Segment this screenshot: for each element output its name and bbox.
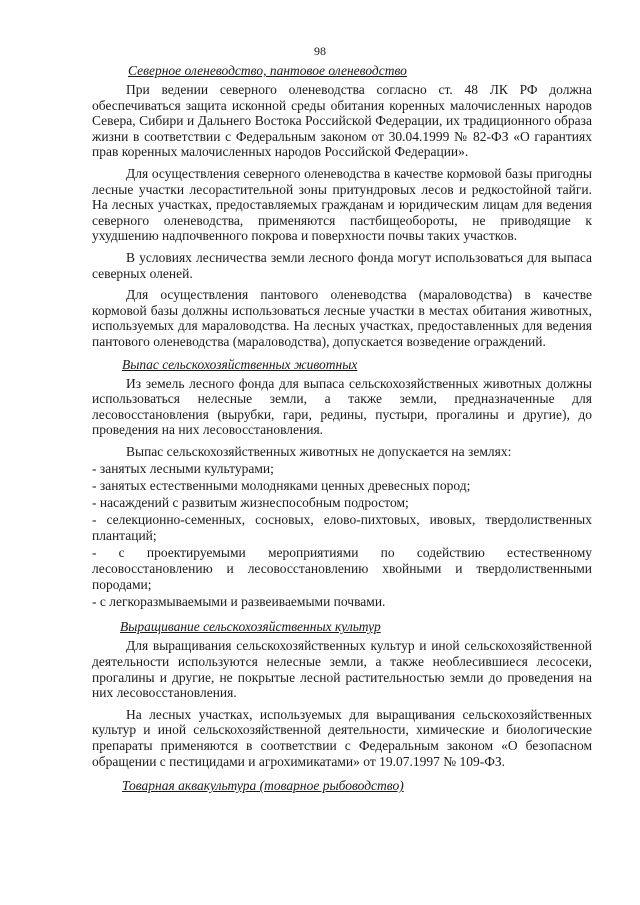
section-heading-reindeer: Северное оленеводство, пантовое оленеводство <box>128 63 407 78</box>
list-item: - насаждений с развитым жизнеспособным подростом; <box>92 495 409 511</box>
list-item: - занятых лесными культурами; <box>92 461 274 477</box>
restriction-list <box>92 461 592 610</box>
list-item: - с легкоразмываемыми и развеиваемыми почвами. <box>92 594 386 610</box>
list-item: - занятых естественными молодняками ценных древесных пород; <box>92 478 471 494</box>
list-item: - с проектируемыми мероприятиями по содействию естественному лесовосстановлению и лесовосстановлению хвойными и твердолиственными породами; <box>92 545 592 593</box>
list-item: - селекционно-семенных, сосновых, елово-пихтовых, ивовых, твердолиственных плантаций; <box>92 512 592 544</box>
paragraph: Для выращивания сельскохозяйственных культур и иной сельскохозяйственной деятельности используются нелесные земли, а также необлесившиеся лесосеки, прогалины и другие, не покрытые лесной растительностью земли до проведения на них лесовосстановления. <box>92 638 592 701</box>
paragraph: Выпас сельскохозяйственных животных не допускается на землях: <box>126 443 512 459</box>
page-content <box>92 62 592 797</box>
paragraph: При ведении северного оленеводства согласно ст. 48 ЛК РФ должна обеспечиваться защита исконной среды обитания коренных малочисленных народов Севера, Сибири и Дальнего Востока Российской Федерации, их традиционного образа жизни в соответствии с Федеральным законом от 30.04.1999 № 82-ФЗ «О гарантиях прав коренных малочисленных народов Российской Федерации». <box>92 82 592 160</box>
section-heading-crops: Выращивание сельскохозяйственных культур <box>120 619 381 635</box>
paragraph: Из земель лесного фонда для выпаса сельскохозяйственных животных должны использоваться нелесные земли, а также земли, предназначенные для лесовосстановления (вырубки, гари, редины, пустыри, прогалины и другие), до проведения на них лесовосстановления. <box>92 375 592 438</box>
paragraph: На лесных участках, используемых для выращивания сельскохозяйственных культур и иной сельскохозяйственной деятельности, химические и биологические препараты применяются в соответствии с Федеральным законом «О безопасном обращении с пестицидами и агрохимикатами» от 19.07.1997 № 109-ФЗ. <box>92 706 592 769</box>
section-heading-aquaculture: Товарная аквакультура (товарное рыбоводство) <box>122 778 404 794</box>
section-heading-grazing: Выпас сельскохозяйственных животных <box>122 356 358 372</box>
paragraph: В условиях лесничества земли лесного фонда могут использоваться для выпаса северных оленей. <box>92 249 592 281</box>
page-number: 98 <box>314 44 326 58</box>
paragraph: Для осуществления северного оленеводства в качестве кормовой базы пригодны лесные участки лесорастительной зоны притундровых лесов и редкостойной тайги. На лесных участках, предоставляемых гражданам и юридическим лицам для ведения северного оленеводства, применяются пастбищеобороты, не приводящие к ухудшению надпочвенного покрова и поверхности почвы таких участков. <box>92 165 592 244</box>
paragraph: Для осуществления пантового оленеводства (мараловодства) в качестве кормовой базы должны использоваться лесные участки в местах обитания животных, используемых для мараловодства. На лесных участках, предоставленных для ведения пантового оленеводства (мараловодства), допускается возведение ограждений. <box>92 287 592 349</box>
